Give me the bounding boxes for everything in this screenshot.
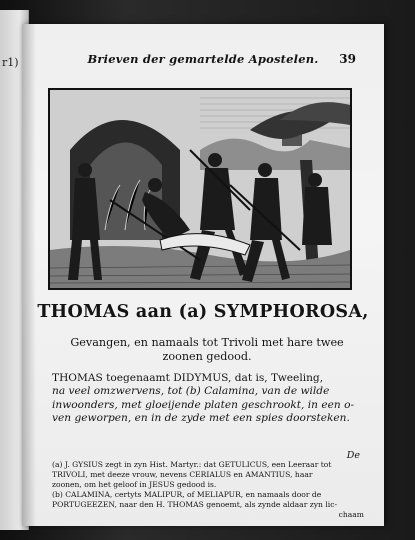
footnote-line: (a) J. GYSIUS zegt in zyn Hist. Martyr.: dat GETULICUS, een Leeraar tot	[52, 460, 332, 469]
footnote-line: PORTUGEEZEN, naar den H. THOMAS genoemt, als zynde aldaar zyn lic-	[52, 500, 338, 509]
engraving-martyrdom-scene-icon	[50, 90, 350, 288]
body-line: ven geworpen, en in de zyde met een spies doorsteken.	[52, 412, 350, 425]
letter-subtitle	[62, 336, 352, 364]
subtitle-line: zoonen gedood.	[162, 350, 252, 363]
footnote-line: zoonen, om het geloof in JESUS gedood is.	[52, 480, 217, 489]
letter-title: THOMAS aan (a) SYMPHOROSA,	[37, 302, 369, 322]
footnote-line: (b) CALAMINA, certyts MALIPUR, of MELIAPUR, en namaals door de	[52, 490, 322, 499]
page-number: 39	[339, 52, 356, 66]
catchword: De	[346, 450, 360, 461]
footnote-line: chaam	[338, 510, 364, 519]
book-page	[22, 24, 384, 526]
body-line: inwoonders, met gloeijende platen geschrookt, in een o-	[52, 398, 355, 411]
body-line: THOMAS toegenaamt DIDYMUS, dat is, Tweeling,	[52, 372, 324, 384]
engraving-illustration	[48, 88, 352, 290]
footnote-line: TRIVOLI, met deeze vrouw, nevens CERIALUS en AMANTIUS, haar	[52, 470, 313, 479]
spine-shadow	[22, 24, 36, 526]
body-line: na veel omzwervens, tot (b) Calamina, van de wilde	[52, 385, 330, 398]
footnotes	[52, 460, 364, 520]
subtitle-line: Gevangen, en namaals tot Trivoli met hare twee	[70, 336, 344, 349]
body-paragraph	[52, 372, 364, 426]
left-page-number: r1)	[2, 56, 19, 69]
running-head: Brieven der gemartelde Apostelen.	[87, 52, 319, 66]
